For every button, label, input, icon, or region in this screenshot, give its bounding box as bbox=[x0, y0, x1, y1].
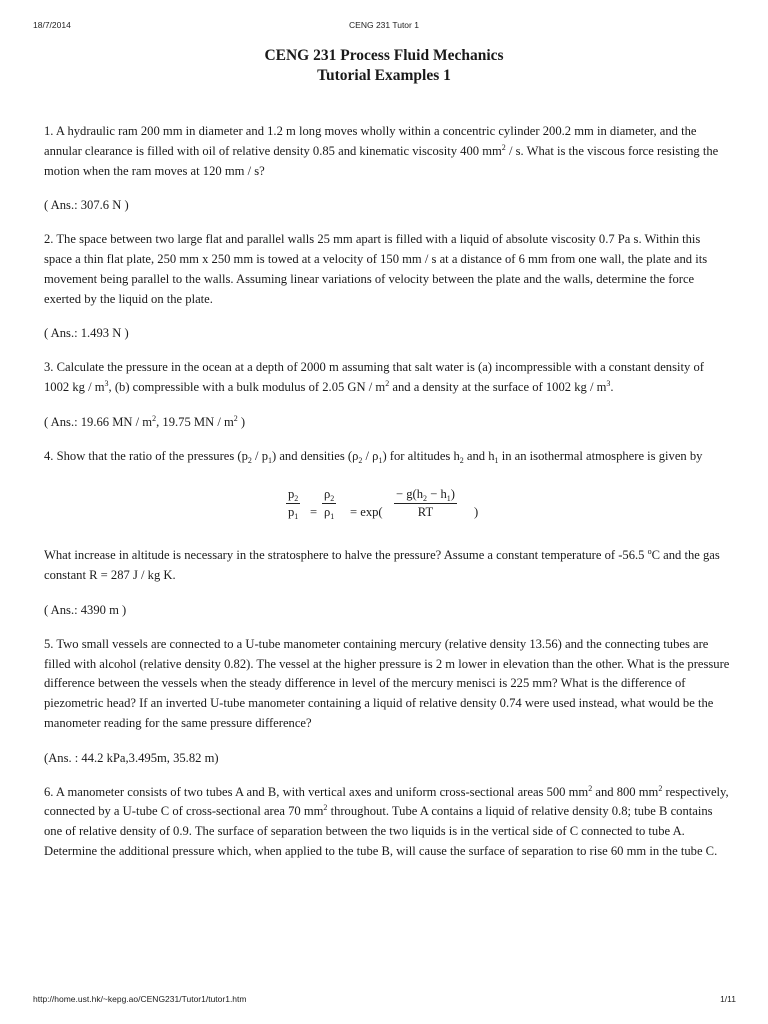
tutorial-content bbox=[44, 122, 730, 877]
title-line-1: CENG 231 Process Fluid Mechanics bbox=[264, 47, 504, 64]
exp-function: = exp( bbox=[350, 505, 383, 520]
answer-5: (Ans. : 44.2 kPa,3.495m, 35.82 m) bbox=[44, 750, 219, 765]
answer-3: ( Ans.: 19.66 MN / $m^2$, 19.75 MN / $m^2$ ) bbox=[44, 413, 246, 429]
closing-paren: ) bbox=[474, 505, 479, 520]
fraction-pressure: $\frac{p_2}{p_1}$ bbox=[288, 487, 299, 522]
fraction-density: $\frac{\rho_2}{\rho_1}$ bbox=[324, 487, 335, 522]
problem-5: 5. Two small vessels are connected to a U-tube manometer containing mercury (relative density 13.56) and the connecting tubes are filled with alcohol (relative density 0.82). The vessel at the higher pressure is 2 m lower in elevation than the other. What is the pressure difference between the vessels when the steady difference in level of the mercury menisci is 225 mm? What is the difference of piezometric head? If an inverted U-tube manometer containing a liquid of relative density 0.74 were used instead, what would be the manometer reading for the same pressure difference? bbox=[44, 636, 730, 730]
print-date: 18/7/2014 bbox=[33, 20, 71, 30]
equals-sign: = bbox=[310, 505, 318, 520]
problem-6: 6. A manometer consists of two tubes A and B, with vertical axes and uniform cross-sectional areas 500 $mm^2$ and 800 $mm^2$ respectively, connected by a U-tube C of cross-sectional area 70 $mm^2$ throughout. Tube A contains a liquid of relative density 0.8; tube B contains one of relative density of 0.9. The surface of separation between the two liquids is in the vertical side of C connected to tube A. Determine the additional pressure which, when applied to the tube B, will cause the surface of separation to rise 60 mm in the tube C. bbox=[44, 783, 729, 858]
problem-3: 3. Calculate the pressure in the ocean at a depth of 2000 m assuming that salt water is (a) incompressible with a constant density of 1002 kg / $m^3$, (b) compressible with a bulk modulus of 2.05 GN / $m^2$ and a density at the surface of 1002 kg / $m^3$. bbox=[44, 360, 704, 394]
fraction-exponent: $\frac{- g(h_2 - h_1)}{RT}$ bbox=[396, 487, 455, 520]
problem-1: 1. A hydraulic ram 200 mm in diameter and 1.2 m long moves wholly within a concentric cylinder 200.2 mm in diameter, and the annular clearance is filled with oil of relative density 0.85 and kinematic viscosity 400 $mm^2$ / s. What is the viscous force resisting the motion when the ram moves at 120 mm / s? bbox=[44, 124, 719, 178]
isothermal-formula bbox=[44, 474, 730, 538]
problem-4: 4. Show that the ratio of the pressures $(p_2 / p_1)$ and densities $(\rho_2 / \rho_1)$ for altitudes $h_2$ and $h_1$ in an isothermal atmosphere is given by bbox=[44, 448, 703, 465]
problem-2: 2. The space between two large flat and parallel walls 25 mm apart is filled with a liquid of absolute viscosity 0.7 Pa s. Within this space a thin flat plate, 250 mm x 250 mm is towed at a velocity of 150 mm / s at a distance of 6 mm from one wall, the plate and its movement being parallel to the walls. Assuming linear variations of velocity between the plate and the walls, determine the force exerted by the liquid on the plate. bbox=[44, 232, 708, 306]
page-url: http://home.ust.hk/~kepg.ao/CENG231/Tutor1/tutor1.htm bbox=[33, 994, 247, 1004]
problem-4-question: What increase in altitude is necessary in the stratosphere to halve the pressure? Assume a constant temperature of -56.5 $^o$C and the gas constant R = 287 J / kg K. bbox=[44, 547, 720, 583]
print-page-title: CENG 231 Tutor 1 bbox=[349, 20, 419, 30]
title-line-2: Tutorial Examples 1 bbox=[317, 67, 451, 84]
page-number: 1/11 bbox=[720, 994, 736, 1004]
answer-1: ( Ans.: 307.6 N ) bbox=[44, 198, 129, 213]
answer-4: ( Ans.: 4390 m ) bbox=[44, 602, 127, 617]
document-title bbox=[0, 46, 768, 86]
answer-2: ( Ans.: 1.493 N ) bbox=[44, 326, 129, 341]
